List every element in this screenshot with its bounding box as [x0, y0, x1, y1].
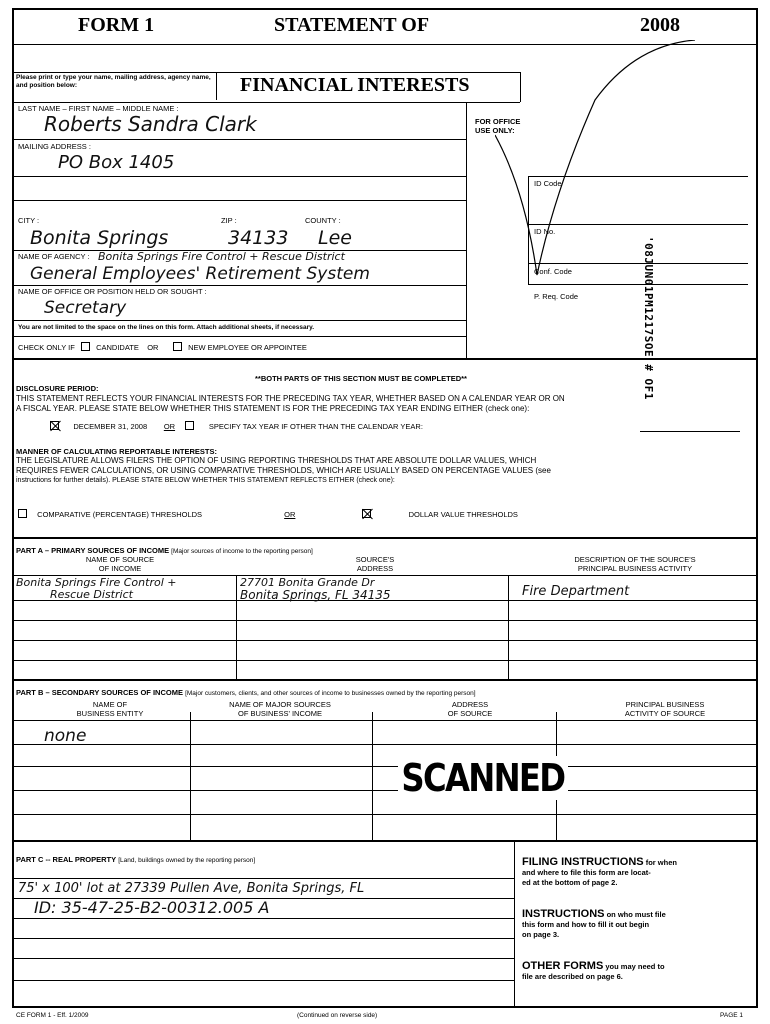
- part-c-line2-value[interactable]: ID: 35-47-25-B2-00312.005 A: [34, 898, 270, 917]
- county-value[interactable]: Lee: [318, 227, 352, 249]
- id-no-label: ID No.: [534, 227, 556, 236]
- name-line: [13, 139, 466, 140]
- part-c-divider: [514, 841, 515, 1007]
- check-only-label: CHECK ONLY IF: [18, 343, 75, 352]
- part-a-row-line-3: [13, 640, 757, 641]
- mailing-label: MAILING ADDRESS :: [18, 142, 91, 151]
- agency-label: NAME OF AGENCY :: [18, 252, 90, 261]
- specify-checkbox[interactable]: [185, 421, 194, 430]
- footer-left: CE FORM 1 - Eff. 1/2009: [16, 1012, 89, 1019]
- filing-instructions: [522, 857, 677, 888]
- or-label: OR: [147, 343, 159, 352]
- part-a-col-divider-1: [236, 575, 237, 679]
- manner-text-3: instructions for further details). PLEASE STATE BELOW WHETHER THIS STATEMENT REFLECTS EITHER (check one):: [16, 477, 395, 484]
- manner-text-1: THE LEGISLATURE ALLOWS FILERS THE OPTION OF USING REPORTING THRESHOLDS THAT ARE ABSOLUTE DOLLAR VALUES, WHICH: [16, 456, 537, 465]
- part-b-row1-value[interactable]: none: [44, 726, 87, 746]
- instr-text-1: on who must file: [606, 910, 666, 919]
- part-a-col2-line1: SOURCE'S: [355, 555, 395, 564]
- part-a-row-line-4: [13, 660, 757, 661]
- city-value[interactable]: Bonita Springs: [30, 227, 169, 249]
- office-checkmark: [495, 40, 725, 300]
- period-choice-row: [50, 421, 423, 431]
- part-a-col2-line2: ADDRESS: [356, 564, 394, 573]
- mailing-line-2: [13, 200, 466, 201]
- part-b-col2-line1: NAME OF MAJOR SOURCES: [229, 700, 331, 709]
- other-forms-instructions: [522, 961, 665, 982]
- manner-title: MANNER OF CALCULATING REPORTABLE INTERESTS:: [16, 447, 217, 456]
- mailing-value[interactable]: PO Box 1405: [58, 152, 175, 173]
- part-a-bottom: [13, 679, 757, 681]
- part-b-row-line-1: [13, 744, 757, 745]
- agency-line: [13, 285, 466, 286]
- part-a-row1-addr-1[interactable]: 27701 Bonita Grande Dr: [240, 576, 375, 589]
- county-label: COUNTY :: [305, 216, 341, 225]
- part-c-subtitle: [Land, buildings owned by the reporting person]: [118, 857, 256, 864]
- part-a-row1-addr-2[interactable]: Bonita Springs, FL 34135: [240, 588, 391, 602]
- part-b-row-line-4: [13, 814, 757, 815]
- dollar-checkbox[interactable]: [362, 509, 371, 518]
- other-title: OTHER FORMS: [522, 960, 604, 972]
- part-c-line-5: [13, 958, 514, 959]
- part-b-col3-line2: OF SOURCE: [447, 709, 493, 718]
- specify-line: [640, 431, 740, 432]
- part-a-col3-head: [520, 555, 750, 573]
- part-b-col4-head: [590, 700, 740, 718]
- manner-text-2: REQUIRES FEWER CALCULATIONS, OR USING COMPARATIVE THRESHOLDS, WHICH ARE USUALLY BASED ON PERCENTAGE VALUES (see: [16, 466, 551, 475]
- other-text-1: you may need to: [605, 962, 665, 971]
- receipt-stamp: '08JUN01PM1217SOE # OF1: [642, 236, 655, 400]
- part-c-line-4: [13, 938, 514, 939]
- part-c-header: [16, 855, 255, 864]
- part-b-col2-head: [200, 700, 360, 718]
- part-b-header: [16, 688, 476, 697]
- id-code-label: ID Code: [534, 179, 562, 188]
- title-bottom: [13, 102, 520, 103]
- part-a-header: [16, 546, 313, 555]
- zip-label: ZIP :: [221, 216, 237, 225]
- form-year: 2008: [640, 14, 680, 36]
- part-b-row-line-2: [13, 766, 757, 767]
- part-a-col1-line2: OF INCOME: [98, 564, 142, 573]
- part-a-row1-desc[interactable]: Fire Department: [522, 584, 630, 599]
- period-title: DISCLOSURE PERIOD:: [16, 384, 99, 393]
- city-label: CITY :: [18, 216, 40, 225]
- part-b-bottom: [13, 840, 757, 842]
- part-b-col3-line1: ADDRESS: [451, 700, 489, 709]
- footer-center: (Continued on reverse side): [297, 1012, 378, 1019]
- instr-text-3: on page 3.: [522, 930, 560, 939]
- part-b-col1-line1: NAME OF: [92, 700, 128, 709]
- office-value[interactable]: Secretary: [44, 298, 127, 318]
- part-b-subtitle: [Major customers, clients, and other sources of income to businesses owned by the reporting person]: [185, 690, 476, 697]
- mailing-line-1: [13, 176, 466, 177]
- filing-text-1: for when: [645, 858, 677, 867]
- part-b-col-divider-1: [190, 712, 191, 840]
- part-c-line-1: [13, 878, 514, 879]
- filing-text-2: and where to file this form are locat-: [522, 868, 651, 877]
- p-req-label: P. Req. Code: [534, 292, 579, 301]
- who-must-file-instructions: [522, 909, 666, 940]
- dec31-checkbox[interactable]: [50, 421, 59, 430]
- part-a-col3-line1: DESCRIPTION OF THE SOURCE'S: [574, 555, 696, 564]
- period-text-2: A FISCAL YEAR. PLEASE STATE BELOW WHETHER THIS STATEMENT IS FOR THE PRECEDING TAX YEAR ENDING EITHER (check one):: [16, 404, 530, 413]
- period-or: OR: [163, 422, 176, 431]
- print-note-top: [13, 72, 520, 73]
- office-line: [13, 320, 466, 321]
- new-employee-checkbox[interactable]: [173, 342, 182, 351]
- personal-section-bottom: [13, 358, 757, 360]
- part-a-col3-line2: PRINCIPAL BUSINESS ACTIVITY: [577, 564, 693, 573]
- part-b-title: PART B – SECONDARY SOURCES OF INCOME: [16, 688, 183, 697]
- part-a-col1-line1: NAME OF SOURCE: [85, 555, 155, 564]
- agency-value-2[interactable]: General Employees' Retirement System: [30, 264, 370, 284]
- part-a-row-line-2: [13, 620, 757, 621]
- part-a-col2-head: [290, 555, 460, 573]
- part-a-col-divider-2: [508, 575, 509, 679]
- form-title-line1: STATEMENT OF: [274, 14, 430, 36]
- footer-right: PAGE 1: [720, 1012, 744, 1019]
- office-use-title-2: USE ONLY:: [475, 126, 515, 135]
- dollar-label: DOLLAR VALUE THRESHOLDS: [408, 510, 518, 519]
- part-a-col1-head: [40, 555, 200, 573]
- form-label: FORM 1: [78, 14, 155, 36]
- instr-title: INSTRUCTIONS: [522, 908, 605, 920]
- part-b-col-divider-2: [372, 712, 373, 840]
- name-value[interactable]: Roberts Sandra Clark: [44, 112, 257, 136]
- instr-text-2: this form and how to fill it out begin: [522, 920, 650, 929]
- part-c-line-3: [13, 918, 514, 919]
- threshold-or: OR: [284, 510, 296, 519]
- other-text-2: file are described on page 6.: [522, 972, 623, 981]
- part-b-row-line-3: [13, 790, 757, 791]
- part-a-row1-name-2[interactable]: Rescue District: [50, 588, 133, 601]
- conf-code-label: Conf. Code: [534, 267, 572, 276]
- part-a-subtitle: [Major sources of income to the reporting person]: [171, 548, 313, 555]
- part-b-head-line: [13, 720, 757, 721]
- print-note-right: [216, 72, 217, 100]
- check-only-row: [18, 342, 307, 352]
- part-a-row1-name-1[interactable]: Bonita Springs Fire Control +: [16, 576, 177, 589]
- specify-label: SPECIFY TAX YEAR IF OTHER THAN THE CALENDAR YEAR:: [208, 422, 423, 431]
- filing-text-3: ed at the bottom of page 2.: [522, 878, 618, 887]
- comparative-checkbox[interactable]: [18, 509, 27, 518]
- part-c-title: PART C -- REAL PROPERTY: [16, 855, 117, 864]
- agency-value-1[interactable]: Bonita Springs Fire Control + Rescue District: [98, 250, 345, 263]
- name-label: LAST NAME – FIRST NAME – MIDDLE NAME :: [18, 104, 179, 113]
- office-use-divider: [466, 102, 467, 358]
- part-c-line-6: [13, 980, 514, 981]
- threshold-choice-row: [18, 509, 518, 519]
- new-employee-label: NEW EMPLOYEE OR APPOINTEE: [188, 343, 307, 352]
- print-note: Please print or type your name, mailing address, agency name, and position below:: [16, 74, 211, 89]
- part-a-title: PART A – PRIMARY SOURCES OF INCOME: [16, 546, 170, 555]
- office-use-title-1: FOR OFFICE: [475, 117, 521, 126]
- part-b-col2-line2: OF BUSINESS' INCOME: [238, 709, 322, 718]
- zip-value[interactable]: 34133: [228, 227, 289, 249]
- candidate-checkbox[interactable]: [81, 342, 90, 351]
- period-text-1: THIS STATEMENT REFLECTS YOUR FINANCIAL INTERESTS FOR THE PRECEDING TAX YEAR, WHETHER BASED ON A CALENDAR YEAR OR ON: [16, 394, 565, 403]
- part-b-col4-line1: PRINCIPAL BUSINESS: [625, 700, 705, 709]
- candidate-label: CANDIDATE: [96, 343, 139, 352]
- office-label: NAME OF OFFICE OR POSITION HELD OR SOUGHT :: [18, 287, 207, 296]
- disclosure-bottom: [13, 537, 757, 539]
- comparative-label: COMPARATIVE (PERCENTAGE) THRESHOLDS: [37, 510, 203, 519]
- part-b-col3-head: [410, 700, 530, 718]
- dec31-label: DECEMBER 31, 2008: [73, 422, 148, 431]
- space-note-line: [13, 336, 466, 337]
- space-note: You are not limited to the space on the lines on this form. Attach additional sheets, if necessary.: [18, 324, 315, 331]
- both-parts-note: **BOTH PARTS OF THIS SECTION MUST BE COMPLETED**: [255, 374, 467, 383]
- form-title-line2: FINANCIAL INTERESTS: [240, 74, 470, 96]
- filing-title: FILING INSTRUCTIONS: [522, 856, 644, 868]
- part-b-col1-line2: BUSINESS ENTITY: [76, 709, 144, 718]
- part-b-col4-line2: ACTIVITY OF SOURCE: [624, 709, 706, 718]
- part-b-col1-head: [40, 700, 180, 718]
- part-c-line1-value[interactable]: 75' x 100' lot at 27339 Pullen Ave, Bonita Springs, FL: [18, 881, 365, 896]
- scanned-stamp: SCANNED: [398, 756, 568, 800]
